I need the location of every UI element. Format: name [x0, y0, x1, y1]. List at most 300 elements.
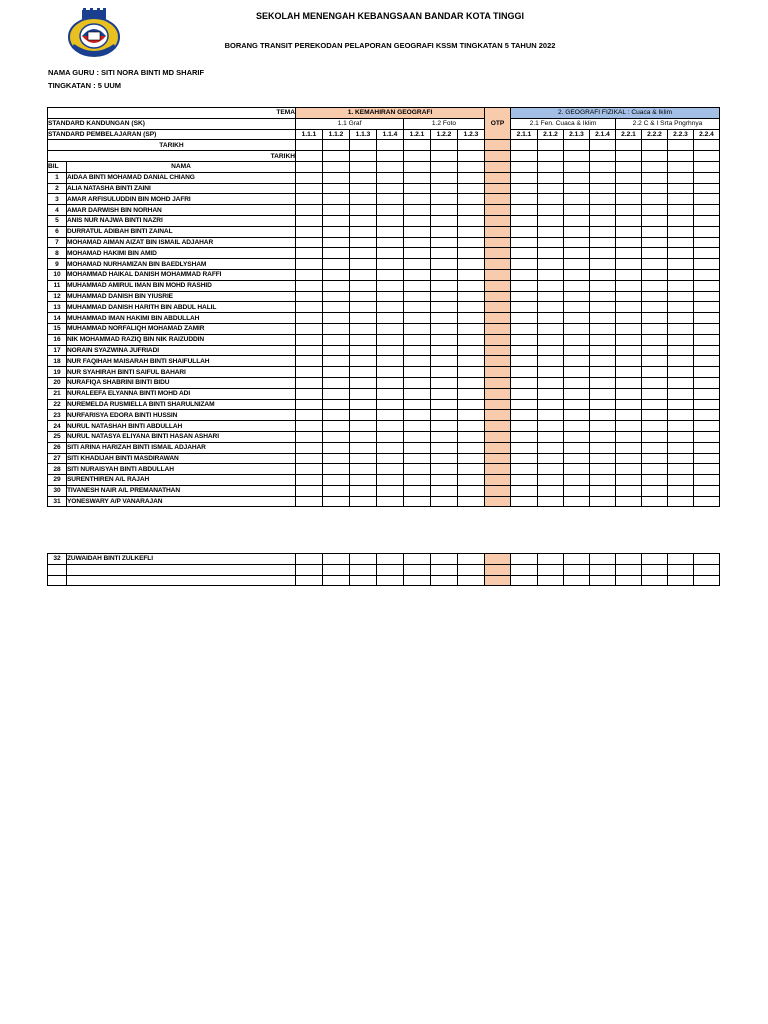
- student-theme1-cell: [458, 367, 485, 378]
- student-row: [48, 183, 746, 194]
- student-theme1-cell: [296, 172, 323, 183]
- student-theme2-cell: [590, 431, 616, 442]
- student-theme2-cell: [642, 183, 668, 194]
- student-theme2-cell: [511, 313, 538, 324]
- student-theme2-cell: [590, 496, 616, 507]
- student-theme2-cell: [642, 453, 668, 464]
- student-bil: 31: [48, 496, 67, 507]
- student-theme1-cell: [404, 377, 431, 388]
- student-theme1-cell: [458, 323, 485, 334]
- student-name: MOHAMAD NURHAMIZAN BIN BAEDLYSHAM: [67, 259, 296, 270]
- student-theme1-cell: [431, 302, 458, 313]
- student-row: [48, 410, 746, 421]
- student-theme1-cell: [431, 259, 458, 270]
- student-theme2-cell: [668, 367, 694, 378]
- student-theme1-cell: [458, 485, 485, 496]
- student-theme1-cell: [323, 475, 350, 486]
- student-theme1-cell: [296, 377, 323, 388]
- student-theme1-cell: [458, 410, 485, 421]
- student-row: [48, 215, 746, 226]
- student-otp-cell: [485, 237, 511, 248]
- student-theme1-cell: [431, 345, 458, 356]
- header-theme1-cell: [377, 161, 404, 172]
- tarikh-theme2-cell: [538, 140, 564, 151]
- student-theme2-cell: [642, 442, 668, 453]
- student-theme2-cell: [694, 453, 720, 464]
- tarikh-theme2-cell: [694, 140, 720, 151]
- sp-code: 2.2.4: [694, 129, 720, 140]
- student-theme2-cell: [616, 410, 642, 421]
- sp-code: 2.2.1: [616, 129, 642, 140]
- student-theme2-cell: [694, 248, 720, 259]
- extra-theme1-cell: [404, 554, 431, 565]
- student-theme2-cell: [538, 323, 564, 334]
- student-theme2-cell: [511, 388, 538, 399]
- student-name: MOHAMMAD HAIKAL DANISH MOHAMMAD RAFFI: [67, 269, 296, 280]
- student-name: NURFARISYA EDORA BINTI HUSSIN: [67, 410, 296, 421]
- student-theme2-cell: [511, 431, 538, 442]
- student-theme2-cell: [616, 194, 642, 205]
- student-theme2-cell: [511, 334, 538, 345]
- student-theme2-cell: [564, 475, 590, 486]
- tema-row: [48, 108, 746, 119]
- student-theme1-cell: [458, 313, 485, 324]
- student-theme2-cell: [668, 323, 694, 334]
- student-theme2-cell: [538, 431, 564, 442]
- student-theme1-cell: [323, 496, 350, 507]
- teacher-name: NAMA GURU : SITI NORA BINTI MD SHARIF: [48, 68, 205, 77]
- student-theme1-cell: [350, 475, 377, 486]
- student-row: [48, 485, 746, 496]
- student-theme2-cell: [668, 313, 694, 324]
- student-theme1-cell: [350, 205, 377, 216]
- tarikh-theme2-cell: [564, 140, 590, 151]
- student-theme1-cell: [296, 183, 323, 194]
- sk-1-2: 1.2 Foto: [404, 118, 485, 129]
- student-theme2-cell: [590, 464, 616, 475]
- student-theme2-cell: [668, 291, 694, 302]
- student-theme1-cell: [296, 485, 323, 496]
- tarikh-theme1-cell: [296, 140, 323, 151]
- student-theme1-cell: [458, 183, 485, 194]
- theme1-header: 1. KEMAHIRAN GEOGRAFI: [296, 108, 485, 119]
- sk-1-1: 1.1 Graf: [296, 118, 404, 129]
- student-row: [48, 377, 746, 388]
- student-name: NORAIN SYAZWINA JUFRIADI: [67, 345, 296, 356]
- student-theme2-cell: [538, 215, 564, 226]
- student-theme1-cell: [458, 291, 485, 302]
- student-otp-cell: [485, 334, 511, 345]
- student-otp-cell: [485, 356, 511, 367]
- student-theme1-cell: [404, 194, 431, 205]
- student-row: [48, 442, 746, 453]
- student-theme1-cell: [431, 496, 458, 507]
- student-theme2-cell: [564, 194, 590, 205]
- student-theme2-cell: [616, 464, 642, 475]
- student-theme2-cell: [668, 442, 694, 453]
- student-theme2-cell: [694, 194, 720, 205]
- student-theme1-cell: [377, 302, 404, 313]
- student-bil: 12: [48, 291, 67, 302]
- student-theme1-cell: [350, 237, 377, 248]
- student-theme1-cell: [458, 475, 485, 486]
- student-theme1-cell: [350, 334, 377, 345]
- extra-theme1-cell: [377, 564, 404, 575]
- student-theme1-cell: [350, 172, 377, 183]
- student-theme2-cell: [590, 302, 616, 313]
- student-theme2-cell: [590, 226, 616, 237]
- student-theme1-cell: [323, 367, 350, 378]
- extra-theme2-cell: [642, 575, 668, 586]
- tarikh2-theme1-cell: [323, 151, 350, 162]
- extra-theme1-cell: [377, 575, 404, 586]
- student-theme2-cell: [511, 323, 538, 334]
- student-theme1-cell: [350, 302, 377, 313]
- extra-theme2-cell: [642, 564, 668, 575]
- student-theme1-cell: [404, 280, 431, 291]
- student-theme2-cell: [616, 237, 642, 248]
- student-theme1-cell: [323, 259, 350, 270]
- student-theme2-cell: [616, 248, 642, 259]
- student-name: SITI ARINA HARIZAH BINTI ISMAIL ADJAHAR: [67, 442, 296, 453]
- student-theme1-cell: [431, 323, 458, 334]
- student-theme1-cell: [377, 269, 404, 280]
- student-theme1-cell: [377, 410, 404, 421]
- student-theme2-cell: [538, 367, 564, 378]
- student-theme1-cell: [296, 496, 323, 507]
- student-theme2-cell: [590, 367, 616, 378]
- student-theme2-cell: [668, 334, 694, 345]
- student-theme1-cell: [458, 302, 485, 313]
- student-theme1-cell: [350, 323, 377, 334]
- student-theme1-cell: [377, 442, 404, 453]
- student-otp-cell: [485, 259, 511, 270]
- student-name: [67, 575, 296, 586]
- student-bil: 8: [48, 248, 67, 259]
- student-theme1-cell: [404, 291, 431, 302]
- student-theme2-cell: [616, 215, 642, 226]
- form-title: BORANG TRANSIT PEREKODAN PELAPORAN GEOGRAFI KSSM TINGKATAN 5 TAHUN 2022: [224, 41, 556, 50]
- tema-label: TEMA: [48, 108, 296, 119]
- tarikh2-theme1-cell: [458, 151, 485, 162]
- tarikh2-theme2-cell: [511, 151, 538, 162]
- student-theme1-cell: [404, 313, 431, 324]
- student-theme2-cell: [511, 464, 538, 475]
- header-theme1-cell: [350, 161, 377, 172]
- tarikh2-theme2-cell: [616, 151, 642, 162]
- nama-header: NAMA: [67, 161, 296, 172]
- student-theme2-cell: [564, 356, 590, 367]
- student-row: [48, 194, 746, 205]
- extra-theme1-cell: [431, 564, 458, 575]
- student-theme1-cell: [350, 464, 377, 475]
- sp-code: 2.1.2: [538, 129, 564, 140]
- student-theme1-cell: [458, 377, 485, 388]
- student-theme1-cell: [350, 194, 377, 205]
- sk-2-2: 2.2 C & I Srta Pngrhnya: [616, 118, 720, 129]
- student-bil: 27: [48, 453, 67, 464]
- student-theme2-cell: [564, 431, 590, 442]
- student-theme1-cell: [431, 280, 458, 291]
- student-theme2-cell: [590, 356, 616, 367]
- student-theme2-cell: [564, 269, 590, 280]
- student-theme2-cell: [511, 172, 538, 183]
- student-theme2-cell: [511, 215, 538, 226]
- student-name: AMAR ARFISULUDDIN BIN MOHD JAFRI: [67, 194, 296, 205]
- student-theme2-cell: [590, 183, 616, 194]
- student-theme1-cell: [296, 323, 323, 334]
- student-theme1-cell: [377, 399, 404, 410]
- student-theme1-cell: [458, 421, 485, 432]
- header-theme2-cell: [694, 161, 720, 172]
- tarikh-theme1-cell: [377, 140, 404, 151]
- student-theme2-cell: [616, 377, 642, 388]
- student-theme1-cell: [296, 334, 323, 345]
- student-bil: 1: [48, 172, 67, 183]
- extra-theme2-cell: [564, 564, 590, 575]
- student-theme2-cell: [668, 431, 694, 442]
- student-row: [48, 226, 746, 237]
- student-theme2-cell: [564, 226, 590, 237]
- student-theme2-cell: [668, 345, 694, 356]
- tarikh2-otp-cell: [485, 151, 511, 162]
- student-theme1-cell: [323, 388, 350, 399]
- student-theme2-cell: [616, 172, 642, 183]
- extra-theme1-cell: [458, 564, 485, 575]
- extra-theme2-cell: [538, 575, 564, 586]
- student-theme2-cell: [590, 323, 616, 334]
- student-theme1-cell: [377, 323, 404, 334]
- student-theme2-cell: [616, 334, 642, 345]
- student-theme2-cell: [538, 442, 564, 453]
- student-theme2-cell: [668, 172, 694, 183]
- student-theme2-cell: [538, 259, 564, 270]
- extra-theme2-cell: [538, 564, 564, 575]
- sp-row: [48, 129, 746, 140]
- student-theme2-cell: [616, 421, 642, 432]
- student-theme1-cell: [323, 172, 350, 183]
- sp-code: 2.1.4: [590, 129, 616, 140]
- student-theme2-cell: [642, 377, 668, 388]
- student-theme1-cell: [431, 442, 458, 453]
- student-theme2-cell: [590, 485, 616, 496]
- header-theme1-cell: [431, 161, 458, 172]
- student-row: [48, 248, 746, 259]
- student-row: [48, 367, 746, 378]
- extra-theme1-cell: [458, 554, 485, 565]
- extra-theme2-cell: [668, 575, 694, 586]
- student-theme1-cell: [404, 323, 431, 334]
- student-theme2-cell: [694, 399, 720, 410]
- student-theme1-cell: [296, 421, 323, 432]
- student-row: [48, 269, 746, 280]
- extra-theme2-cell: [642, 554, 668, 565]
- student-theme2-cell: [616, 226, 642, 237]
- student-theme1-cell: [350, 410, 377, 421]
- student-theme1-cell: [323, 410, 350, 421]
- student-bil: 21: [48, 388, 67, 399]
- student-theme2-cell: [511, 475, 538, 486]
- header-theme1-cell: [458, 161, 485, 172]
- student-row: [48, 237, 746, 248]
- student-theme1-cell: [458, 259, 485, 270]
- extra-theme2-cell: [590, 564, 616, 575]
- student-theme2-cell: [642, 464, 668, 475]
- student-theme2-cell: [668, 280, 694, 291]
- student-theme1-cell: [458, 172, 485, 183]
- student-theme2-cell: [642, 475, 668, 486]
- student-theme1-cell: [404, 367, 431, 378]
- student-theme1-cell: [323, 399, 350, 410]
- student-theme1-cell: [350, 496, 377, 507]
- student-theme1-cell: [404, 464, 431, 475]
- extra-theme2-cell: [590, 554, 616, 565]
- student-theme1-cell: [404, 421, 431, 432]
- sp-label: STANDARD PEMBELAJARAN (SP): [48, 129, 296, 140]
- student-theme2-cell: [694, 377, 720, 388]
- student-theme2-cell: [538, 302, 564, 313]
- student-theme1-cell: [431, 291, 458, 302]
- sp-code: 1.1.3: [350, 129, 377, 140]
- extra-theme2-cell: [511, 564, 538, 575]
- student-theme1-cell: [458, 334, 485, 345]
- student-theme2-cell: [538, 183, 564, 194]
- sp-code: 2.2.3: [668, 129, 694, 140]
- student-row: [48, 280, 746, 291]
- tarikh-row: [48, 140, 746, 151]
- extra-theme1-cell: [350, 554, 377, 565]
- student-name: ZUWAIDAH BINTI ZULKEFLI: [67, 554, 296, 565]
- extra-student-table: [47, 553, 746, 586]
- student-theme2-cell: [694, 280, 720, 291]
- student-theme1-cell: [431, 226, 458, 237]
- student-theme2-cell: [538, 356, 564, 367]
- sp-code: 1.2.2: [431, 129, 458, 140]
- student-theme2-cell: [538, 421, 564, 432]
- extra-theme1-cell: [296, 564, 323, 575]
- extra-theme1-cell: [431, 554, 458, 565]
- extra-theme2-cell: [668, 564, 694, 575]
- student-row: [48, 291, 746, 302]
- student-theme1-cell: [350, 442, 377, 453]
- tarikh-theme1-cell: [458, 140, 485, 151]
- student-bil: 24: [48, 421, 67, 432]
- student-theme1-cell: [458, 496, 485, 507]
- student-theme1-cell: [458, 431, 485, 442]
- student-theme1-cell: [296, 248, 323, 259]
- extra-theme2-cell: [564, 554, 590, 565]
- student-theme2-cell: [668, 453, 694, 464]
- student-theme2-cell: [538, 496, 564, 507]
- student-theme1-cell: [296, 464, 323, 475]
- student-theme1-cell: [323, 183, 350, 194]
- student-theme1-cell: [350, 453, 377, 464]
- student-theme2-cell: [616, 388, 642, 399]
- extra-theme2-cell: [694, 554, 720, 565]
- student-theme1-cell: [404, 442, 431, 453]
- student-theme1-cell: [404, 485, 431, 496]
- header-theme1-cell: [404, 161, 431, 172]
- student-theme1-cell: [431, 269, 458, 280]
- student-theme1-cell: [350, 485, 377, 496]
- student-theme1-cell: [323, 226, 350, 237]
- student-theme2-cell: [564, 259, 590, 270]
- header-theme1-cell: [296, 161, 323, 172]
- student-theme1-cell: [431, 410, 458, 421]
- student-bil: 29: [48, 475, 67, 486]
- student-theme2-cell: [642, 226, 668, 237]
- tarikh2-theme1-cell: [404, 151, 431, 162]
- student-theme2-cell: [564, 205, 590, 216]
- student-theme1-cell: [404, 269, 431, 280]
- student-theme1-cell: [377, 205, 404, 216]
- student-theme2-cell: [511, 205, 538, 216]
- student-theme2-cell: [564, 302, 590, 313]
- student-name: MUHAMMAD AMIRUL IMAN BIN MOHD RASHID: [67, 280, 296, 291]
- student-theme2-cell: [564, 280, 590, 291]
- tarikh-theme1-cell: [350, 140, 377, 151]
- student-theme1-cell: [458, 399, 485, 410]
- student-theme2-cell: [616, 399, 642, 410]
- student-theme2-cell: [564, 410, 590, 421]
- student-theme2-cell: [694, 226, 720, 237]
- student-theme2-cell: [616, 323, 642, 334]
- student-theme2-cell: [694, 356, 720, 367]
- student-theme2-cell: [590, 421, 616, 432]
- student-theme1-cell: [458, 345, 485, 356]
- student-bil: 5: [48, 215, 67, 226]
- student-theme2-cell: [668, 356, 694, 367]
- student-row: [48, 302, 746, 313]
- student-theme1-cell: [404, 205, 431, 216]
- student-otp-cell: [485, 205, 511, 216]
- student-theme1-cell: [431, 334, 458, 345]
- student-theme2-cell: [694, 269, 720, 280]
- student-bil: 23: [48, 410, 67, 421]
- student-theme2-cell: [616, 485, 642, 496]
- student-theme1-cell: [431, 248, 458, 259]
- student-otp-cell: [485, 291, 511, 302]
- student-theme2-cell: [694, 334, 720, 345]
- student-theme1-cell: [458, 205, 485, 216]
- extra-theme2-cell: [616, 575, 642, 586]
- student-theme2-cell: [538, 313, 564, 324]
- student-theme2-cell: [668, 183, 694, 194]
- student-theme1-cell: [377, 421, 404, 432]
- student-name: MUHAMMAD DANISH BIN YIUSRIE: [67, 291, 296, 302]
- student-theme2-cell: [642, 367, 668, 378]
- student-theme2-cell: [616, 453, 642, 464]
- student-theme1-cell: [431, 313, 458, 324]
- header-otp-cell: [485, 161, 511, 172]
- student-theme2-cell: [694, 421, 720, 432]
- header-theme2-cell: [642, 161, 668, 172]
- student-theme1-cell: [296, 215, 323, 226]
- student-theme2-cell: [564, 313, 590, 324]
- student-name: SITI NURAISYAH BINTI ABDULLAH: [67, 464, 296, 475]
- student-theme2-cell: [668, 377, 694, 388]
- student-name: ALIA NATASHA BINTI ZAINI: [67, 183, 296, 194]
- student-theme1-cell: [404, 215, 431, 226]
- tarikh2-theme1-cell: [377, 151, 404, 162]
- student-row: [48, 475, 746, 486]
- school-name: SEKOLAH MENENGAH KEBANGSAAN BANDAR KOTA TINGGI: [255, 11, 524, 21]
- sk-2-1: 2.1 Fen. Cuaca & Iklim: [511, 118, 616, 129]
- student-otp-cell: [485, 313, 511, 324]
- student-theme1-cell: [377, 237, 404, 248]
- student-row: [48, 496, 746, 507]
- header-theme2-cell: [564, 161, 590, 172]
